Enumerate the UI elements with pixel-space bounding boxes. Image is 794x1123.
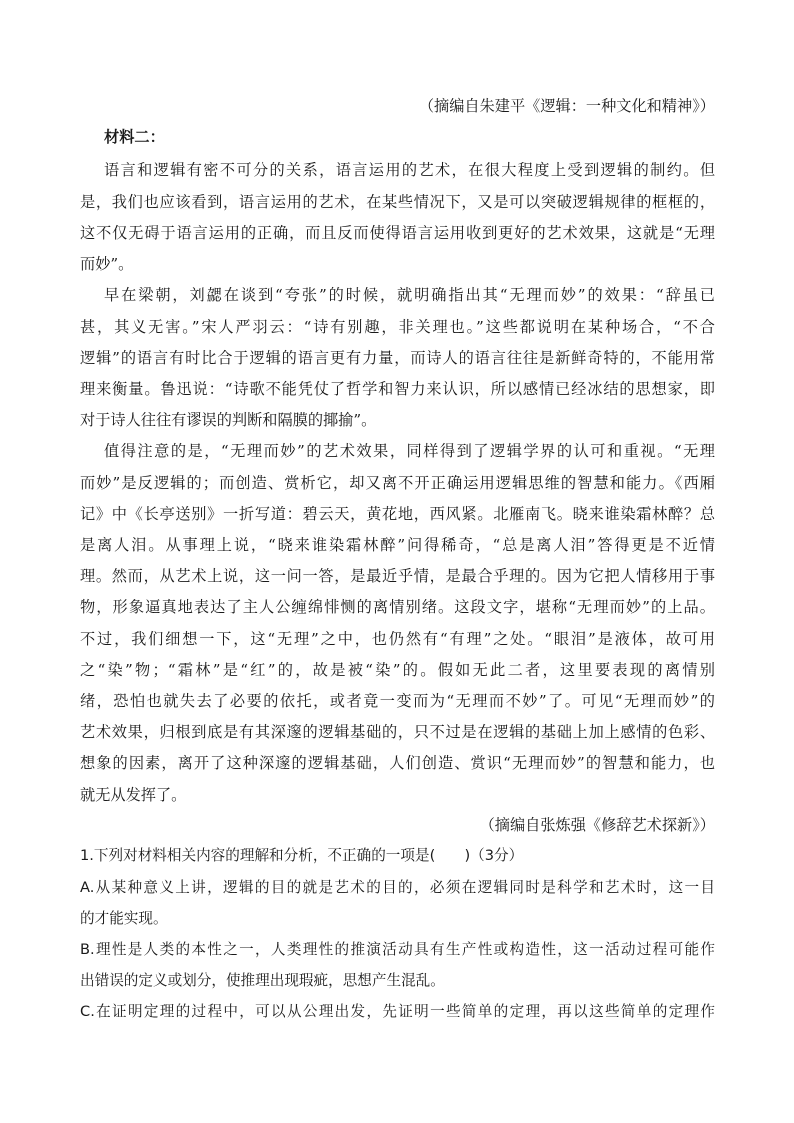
- option-b: B.理性是人类的本性之一，人类理性的推演活动具有生产性或构造性，这一活动过程可能作: [80, 941, 715, 958]
- paragraph-line: 甚，其义无害。”宋人严羽云：“诗有别趣，非关理也。”这些都说明在某种场合，“不合: [80, 318, 715, 336]
- paragraph-line: 想象的因素，离开了这种深邃的逻辑基础，人们创造、赏识“无理而妙”的智慧和能力，也: [80, 754, 715, 772]
- paragraph-line: 早在梁朝，刘勰在谈到“夸张”的时候，就明确指出其“无理而妙”的效果：“辞虽已: [104, 286, 715, 304]
- paragraph-line: 之“染”物；“霜林”是“红”的，故是被“染”的。假如无此二者，这里要表现的离情别: [80, 661, 715, 679]
- option-c: C.在证明定理的过程中，可以从公理出发，先证明一些简单的定理，再以这些简单的定理作: [80, 1003, 715, 1020]
- paragraph-line: 绪，恐怕也就失去了必要的依托，或者竟一变而为“无理而不妙”了。可见“无理而妙”的: [80, 692, 715, 710]
- paragraph-line: 而妙”是反逻辑的；而创造、赏析它，却又离不开正确运用逻辑思维的智慧和能力。《西厢: [80, 474, 715, 492]
- question-stem: 1.下列对材料相关内容的理解和分析，不正确的一项是( )（3分）: [80, 847, 524, 864]
- paragraph-line: 是离人泪。从事理上说，“晓来谁染霜林醉”问得稀奇，“总是离人泪”答得更是不近情: [80, 536, 715, 554]
- option-a: A.从某种意义上讲，逻辑的目的就是艺术的目的，必须在逻辑同时是科学和艺术时，这一目: [80, 879, 715, 896]
- paragraph-line: 是，我们也应该看到，语言运用的艺术，在某些情况下，又是可以突破逻辑规律的框框的，: [80, 193, 715, 211]
- paragraph-line: 对于诗人往往有谬误的判断和隔膜的揶揄”。: [80, 411, 377, 429]
- source-citation-1: （摘编自朱建平《逻辑：一种文化和精神》）: [418, 97, 715, 115]
- paragraph-line: 不过，我们细想一下，这“无理”之中，也仍然有“有理”之处。“眼泪”是液体，故可用: [80, 630, 715, 648]
- paragraph-line: 记》中《长亭送别》一折写道：碧云天，黄花地，西风紧。北雁南飞。晓来谁染霜林醉？总: [80, 505, 715, 523]
- paragraph-line: 而妙”。: [80, 255, 134, 273]
- option-b-continued: 出错误的定义或划分，使推理出现瑕疵，思想产生混乱。: [80, 972, 445, 989]
- material-2-heading: 材料二：: [104, 128, 165, 146]
- paragraph-line: 理。然而，从艺术上说，这一问一答，是最近乎情，是最合乎理的。因为它把人情移用于事: [80, 567, 715, 585]
- paragraph-line: 逻辑”的语言有时比合于逻辑的语言更有力量，而诗人的语言往往是新鲜奇特的，不能用常: [80, 349, 715, 367]
- paragraph-line: 这不仅无碍于语言运用的正确，而且反而使得语言运用收到更好的艺术效果，这就是“无理: [80, 224, 715, 242]
- option-a-continued: 的才能实现。: [80, 910, 168, 927]
- source-citation-2: （摘编自张炼强《修辞艺术探新》）: [479, 816, 715, 834]
- paragraph-line: 值得注意的是，“无理而妙”的艺术效果，同样得到了逻辑学界的认可和重视。“无理: [104, 442, 715, 460]
- paragraph-line: 物，形象逼真地表达了主人公缠绵悱恻的离情别绪。这段文字，堪称“无理而妙”的上品。: [80, 598, 715, 616]
- paragraph-line: 艺术效果，归根到底是有其深邃的逻辑基础的，只不过是在逻辑的基础上加上感情的色彩、: [80, 723, 715, 741]
- paragraph-line: 就无从发挥了。: [80, 786, 187, 804]
- paragraph-line: 语言和逻辑有密不可分的关系，语言运用的艺术，在很大程度上受到逻辑的制约。但: [104, 161, 715, 179]
- paragraph-line: 理来衡量。鲁迅说：“诗歌不能凭仗了哲学和智力来认识，所以感情已经冰结的思想家，即: [80, 380, 715, 398]
